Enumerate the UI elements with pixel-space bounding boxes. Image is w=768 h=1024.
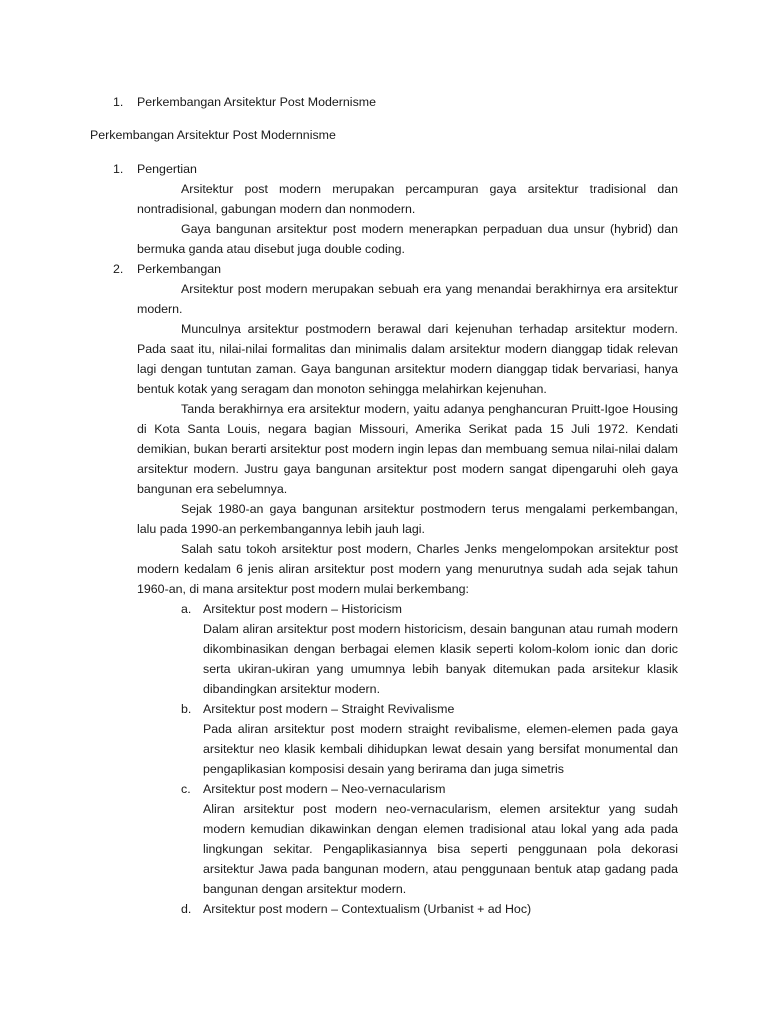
subitem-a-title: Arsitektur post modern – Historicism (203, 602, 402, 616)
subitem-d-title: Arsitektur post modern – Contextualism (Urbanist + ad Hoc) (203, 902, 532, 916)
subitem-a-letter: a. (181, 602, 192, 616)
subitem-d-letter: d. (181, 902, 192, 916)
paragraph: Arsitektur post modern merupakan percampuran gaya arsitektur tradisional dan nontradisional, gabungan modern dan nonmodern. (137, 182, 678, 216)
section-1-number: 1. (113, 162, 124, 176)
subitem-b-letter: b. (181, 702, 192, 716)
subitem-c-letter: c. (181, 782, 191, 796)
paragraph: Arsitektur post modern merupakan sebuah era yang menandai berakhirnya era arsitektur modern. (137, 282, 678, 316)
subitem-a-body: Dalam aliran arsitektur post modern historicism, desain bangunan atau rumah modern dikombinasikan dengan berbagai elemen klasik seperti kolom-kolom ionic dan doric serta ukiran-ukiran yang umumnya lebih banyak ditemukan pada arsitekur klasik dibandingkan arsitektur modern. (203, 622, 678, 696)
paragraph: Sejak 1980-an gaya bangunan arsitektur postmodern terus mengalami perkembangan, lalu pada 1990-an perkembangannya lebih jauh lagi. (137, 502, 678, 536)
section-heading: Perkembangan Arsitektur Post Modernnisme (90, 128, 336, 142)
subitem-b-title: Arsitektur post modern – Straight Revivalisme (203, 702, 455, 716)
subitem-c-title: Arsitektur post modern – Neo-vernacularism (203, 782, 446, 796)
subitem-b-body: Pada aliran arsitektur post modern straight revibalisme, elemen-elemen pada gaya arsitektur neo klasik kembali dihidupkan lewat desain yang bersifat monumental dan pengaplikasian komposisi desain yang berirama dan juga simetris (203, 722, 678, 776)
paragraph: Gaya bangunan arsitektur post modern menerapkan perpaduan dua unsur (hybrid) dan bermuka ganda atau disebut juga double coding. (137, 222, 678, 256)
section-2-title: Perkembangan (137, 262, 222, 276)
section-2-number: 2. (113, 262, 124, 276)
title-item-number: 1. (113, 95, 124, 109)
paragraph: Salah satu tokoh arsitektur post modern, Charles Jenks mengelompokan arsitektur post modern kedalam 6 jenis aliran arsitektur post modern yang menurutnya sudah ada sejak tahun 1960-an, di mana arsitektur post modern mulai berkembang: (137, 542, 678, 596)
section-1-title: Pengertian (137, 162, 197, 176)
subitem-c-body: Aliran arsitektur post modern neo-vernacularism, elemen arsitektur yang sudah modern kemudian dikawinkan dengan elemen tradisional atau lokal yang ada pada lingkungan sekitar. Pengaplikasiannya bisa seperti penggunaan pola dekorasi arsitektur Jawa pada bangunan modern, atau penggunaan bentuk atap gadang pada bangunan dengan arsitektur modern. (203, 802, 678, 896)
paragraph: Munculnya arsitektur postmodern berawal dari kejenuhan terhadap arsitektur modern. Pada saat itu, nilai-nilai formalitas dan minimalis dalam arsitektur modern dianggap tidak relevan lagi dengan tuntutan zaman. Gaya bangunan arsitektur modern dianggap tidak bervariasi, hanya bentuk kotak yang seragam dan monoton sehingga melahirkan kejenuhan. (137, 322, 678, 396)
paragraph: Tanda berakhirnya era arsitektur modern, yaitu adanya penghancuran Pruitt-Igoe Housing di Kota Santa Louis, negara bagian Missouri, Amerika Serikat pada 15 Juli 1972. Kendati demikian, bukan berarti arsitektur post modern ingin lepas dan membuang semua nilai-nilai dalam arsitektur modern. Justru gaya bangunan arsitektur post modern sangat dipengaruhi oleh gaya bangunan era sebelumnya. (137, 402, 678, 496)
title-item-text: Perkembangan Arsitektur Post Modernisme (137, 95, 376, 109)
